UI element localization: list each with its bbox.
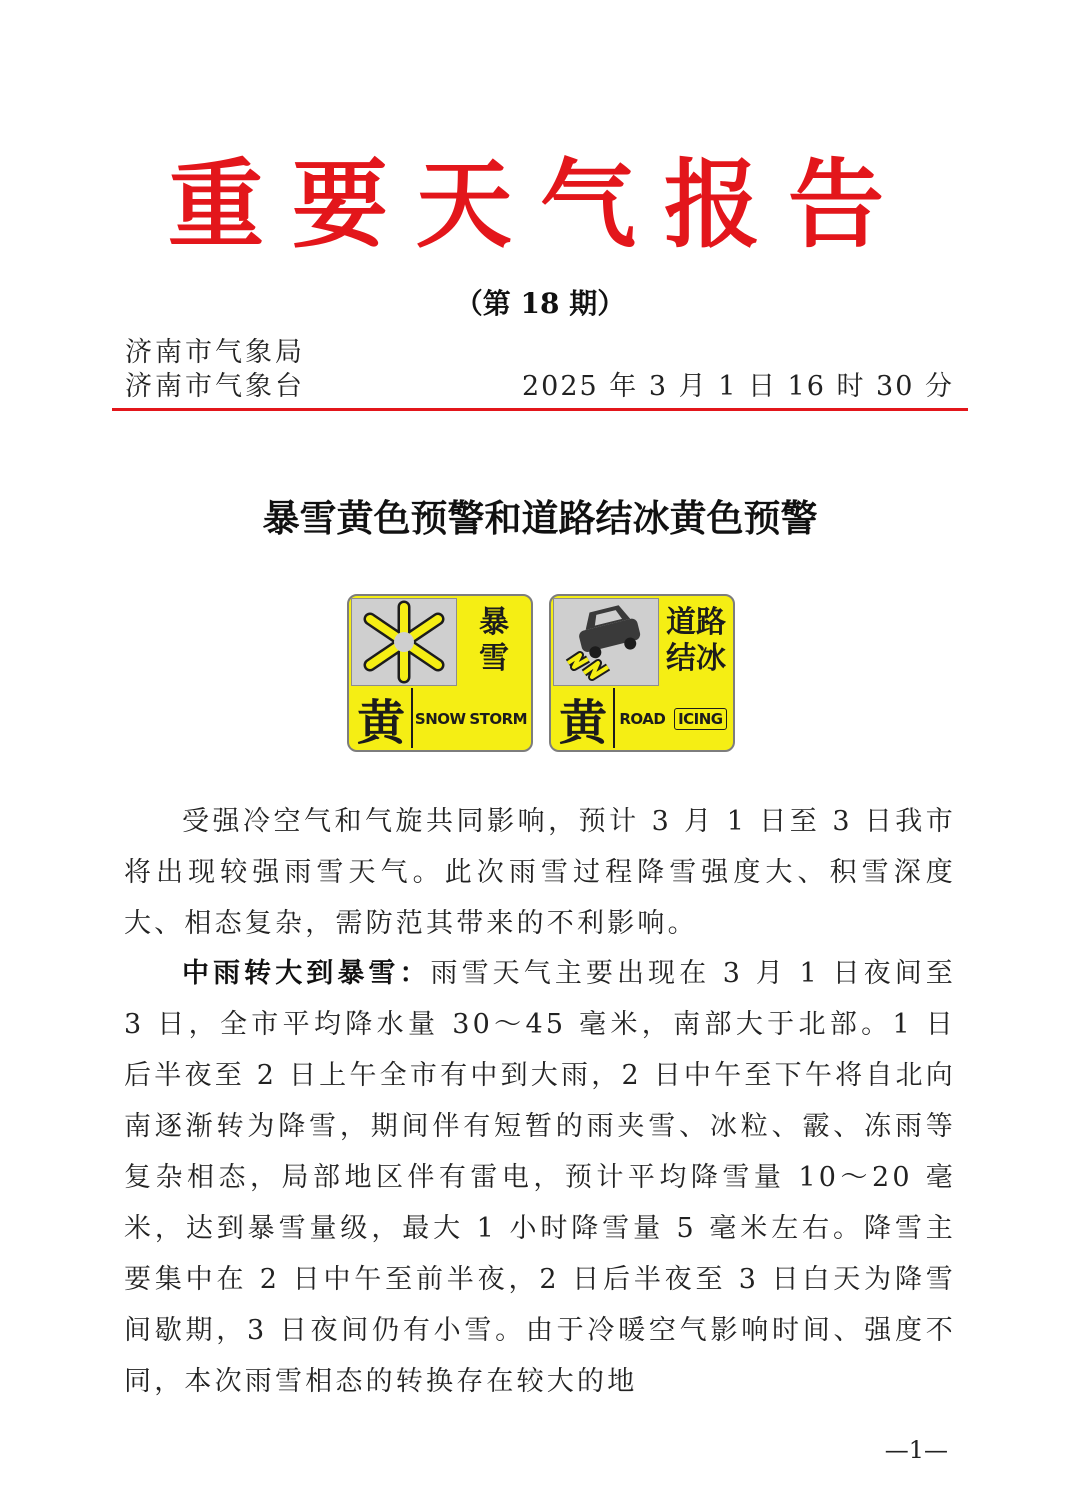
agency-bureau: 济南市气象局	[125, 337, 305, 368]
sign-cn-line-1: 道路	[666, 605, 726, 640]
sign-cn-line-2: 结冰	[666, 641, 726, 676]
sign-en-label	[615, 704, 731, 734]
page-number: —1—	[884, 1436, 948, 1464]
snowflake-icon	[352, 599, 456, 685]
document-title: 暴雪黄色预警和道路结冰黄色预警	[262, 496, 818, 540]
sign-en-word-2: STORM	[469, 710, 528, 728]
sign-icon-panel	[351, 598, 457, 686]
issue-datetime: 2025 年 3 月 1 日 16 时 30 分	[521, 371, 954, 402]
paragraph-body: 雨雪天气主要出现在 3 月 1 日夜间至 3 日，全市平均降水量 30～45 毫米，南部大于北部。1 日后半夜至 2 日上午全市有中到大雨，2 日中午至下午将自北向南逐渐转为降雪，期间伴有短暂的雨夹雪、冰粒、霰、冻雨等复杂相态，局部地区伴有雷电，预计平均降雪量 10～20 毫米，达到暴雪量级，最大 1 小时降雪量 5 毫米左右。降雪主要集中在 2 日中午至前半夜，2 日后半夜至 3 日白天为降雪间歇期，3 日夜间仍有小雪。由于冷暖空气影响时间、强度不同，本次雨雪相态的转换存在较大的地	[124, 958, 956, 1397]
masthead-title: 重要天气报告	[168, 148, 912, 261]
warning-signs	[347, 594, 733, 750]
sign-en-word-1: SNOW	[414, 710, 466, 728]
sign-level: 黄	[553, 688, 615, 748]
sign-cn-label	[659, 596, 733, 686]
header-divider	[112, 408, 968, 411]
agency-observatory: 济南市气象台	[125, 371, 305, 402]
paragraph-lead: 中雨转大到暴雪：	[182, 958, 431, 989]
paragraph-forecast	[124, 948, 956, 1407]
sign-en-label	[413, 704, 529, 734]
sign-cn-line-2: 雪	[479, 641, 509, 676]
sign-cn-line-1: 暴	[479, 605, 509, 640]
sign-icon-panel	[553, 598, 659, 686]
issue-number: （第 18 期）	[454, 287, 626, 320]
sign-level: 黄	[351, 688, 413, 748]
sign-en-word-2: ICING	[674, 708, 727, 730]
skidding-car-icon	[554, 599, 658, 685]
sign-en-word-1: ROAD	[619, 710, 666, 728]
paragraph-overview: 受强冷空气和气旋共同影响，预计 3 月 1 日至 3 日我市将出现较强雨雪天气。此次雨雪过程降雪强度大、积雪深度大、相态复杂，需防范其带来的不利影响。	[124, 806, 956, 939]
sign-cn-label	[457, 596, 531, 686]
road-icing-warning-sign	[549, 594, 735, 752]
snowstorm-warning-sign	[347, 594, 533, 752]
